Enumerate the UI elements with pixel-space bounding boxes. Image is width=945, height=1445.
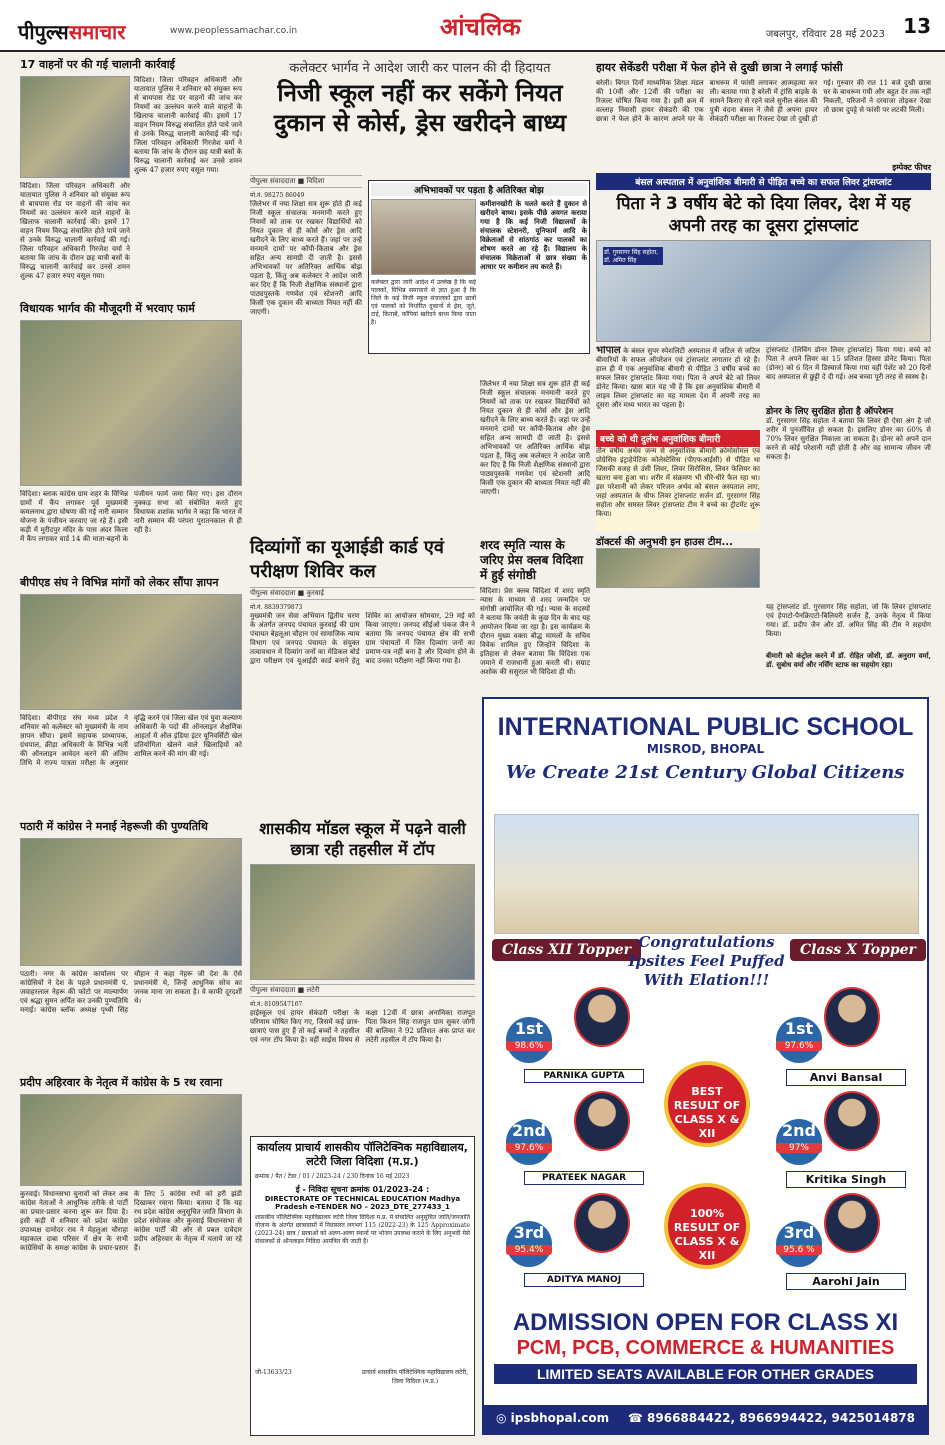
lead-story — [250, 58, 590, 138]
credit-text: बीमारी को कंट्रोल करने में डॉ. रोहित जोशी, डॉ. अनुराग वर्मा, डॉ. सुबोध वर्मा और नर्सिंग स्टाफ का सहयोग रहा। — [766, 651, 931, 669]
story-text: कुरवाई। विधानसभा चुनावों को लेकर अब कांग्रेस नेताओं ने आधुनिक तरीके से पार्टी का प्रचार-प्रसार करना शुरू कर दिया है। इसी कड़ी में शनिवार को प्रदेश कांग्रेस उपाध्यक्ष दामोदर राव ने मेहलुआ चौराहा महाकाल दाबा परिसर में क्षेत्र के सभी कांग्रेसियों के समक्ष कांग्रेस के प्रचार-प्रसार के लिए 5 कांग्रेस रथों को हरी झंडी दिखाकर रवाना किया। बताया दें कि यह रथ प्रदेश कांग्रेस अनुसूचित जाति विभाग के प्रदेश संयोजक और कुरवाई विधानसभा से कांग्रेस पार्टी की ओर से प्रबल दावेदार प्रदीप अहिरवार के नेतृत्व में चलाये जा रहे हैं। — [20, 1190, 242, 1252]
story-photo — [20, 594, 242, 710]
feature-label: इम्पेक्ट फीचर — [892, 163, 931, 172]
topper-photo — [574, 1193, 630, 1253]
feature-photo — [596, 240, 931, 342]
photo-caption: कलेक्टर द्वारा जारी आदेश में उल्लेख है कि कई पालकों, विभिन्न समाचारों से ज्ञात हुआ है कि जिले के कई निजी स्कूल संचालकों द्वारा छात्रों एवं पालकों को निर्धारित दुकानों से ड्रेस, जूते, टाई, किताबें, कॉपियां खरीदने बाध्य किया जाता है। — [371, 279, 477, 326]
team-photo — [596, 548, 760, 588]
lead-continuation — [480, 380, 590, 530]
team-headline: डॉक्टर्स की अनुभवी इन हाउस टीम... — [596, 537, 733, 548]
website-link[interactable]: ipsbhopal.com — [510, 1411, 610, 1425]
story-mobile: मो.नं. 8839379873 — [250, 604, 303, 611]
sub-headline: डोनर के लिए सुरक्षित होता है ऑपरेशन — [766, 407, 894, 417]
feature-place: भोपाल — [596, 346, 621, 356]
topper-photo — [824, 1193, 880, 1253]
lead-text: जिलेभर में नया शिक्षा सत्र शुरू होते ही कई निजी स्कूल संचालक मनमानी करते हुए नियमों को ताक पर रखकर विद्यार्थियों को नियत दुकान से ही कोर्स और ड्रेस आदि खरीदने के लिए बाध्य करते हैं। जहां पर उन्हें मनमाने दामों पर कॉपी-किताब और ड्रेस सहित अन्य सामग्री दी जाती है। इससे अभिभावकों पर अतिरिक्त आर्थिक बोझ पड़ता है, किंतु अब कलेक्टर ने आदेश जारी कर दिए हैं कि निजी शैक्षणिक संस्थानों द्वारा पाठ्यपुस्तकें गणवेश एवं स्टेशनरी आदि किसी एक दुकान की बाध्यता नियत नहीं की जाएगी। — [250, 200, 362, 316]
red-headline: बच्चे को थी दुर्लभ अनुवांशिक बीमारी — [596, 430, 760, 447]
story-headline: विधायक भार्गव की मौजूदगी में भरवाए फार्म — [20, 302, 195, 315]
story-headline: शासकीय मॉडल स्कूल में पढ़ने वाली छात्रा रही तहसील में टॉप — [259, 819, 466, 859]
masthead — [0, 0, 945, 52]
story-text: विदिशा। बीपीएड संघ मध्य प्रदेश ने शनिवार को कलेक्टर को मुख्यमंत्री के नाम ज्ञापन सौंपा। इसमें सहायक प्राध्यापक, ग्रंथपाल, क्रीड़ा अधिकारी के विभिन्न भर्ती की ऑनलाइन आवेदन करने की अंतिम तिथि में राज्य पात्रता परीक्षा के अनुसार वृद्धि करने एवं जिला खेल एवं युवा कल्याण अधिकारी के पदों की ऑनलाइन शैक्षणिक आहर्ता में ऑल इंडिया इंटर यूनिवर्सिटी खेल प्रतियोगिता खेलने वाले खिलाड़ियों को शामिल करने की मांग की गई। — [20, 714, 242, 767]
brand-right: समाचार — [68, 20, 126, 44]
rank-badge: 3rd 95.4% — [506, 1221, 552, 1267]
lead-byline: पीपुल्स संवाददाता ■ विदिशा — [250, 175, 362, 188]
sub-text: डॉ. गुरसागर सिंह सहोता ने बताया कि लिवर ही ऐसा अंग है जो शरीर में पुनर्जीवित हो सकता है। इसलिए डोनर का 60% से 70% लिवर सुरक्षित निकाला जा सकता है। डोनर को अपने दान करने से कोई परेशानी नहीं होती है और वह सामान्य जीवन जी सकता है। — [766, 417, 931, 461]
rank-badge: 2nd 97% — [776, 1119, 822, 1165]
story-text: पठारी। नगर के कांग्रेस कार्यालय पर कांग्रेसियों ने देश के पहले प्रधानमंत्री पं. जवाहरलाल नेहरू की फोटो पर माल्यार्पण एवं श्रद्धा सुमन अर्पित कर उनकी पुण्यतिथि मनाई। कांग्रेस ब्लॉक अध्यक्ष पृथ्वी सिंह चौहान ने कहा नेहरू जी देश के ऐसे प्रधानमंत्री थे, जिन्हें आधुनिक सोच का जनक माना जा सकता है। वे काफी दूरदर्शी थे। — [20, 970, 242, 1014]
notice-headline: कार्यालय प्राचार्य शासकीय पॉलिटेक्निक महाविद्यालय, लटेरी जिला विदिशा (म.प्र.) — [257, 1141, 468, 1168]
story-vehicle-challan — [20, 58, 242, 294]
site-url: www.peoplessamachar.co.in — [170, 26, 298, 36]
story-text-cont: विदिशा। जिला परिवहन अधिकारी और यातायात पुलिस ने शनिवार को संयुक्त रूप से बायपास रोड पर वाहनों की जांच कर नियमों का उल्लंघन करने वाले वाहनों के खिलाफ चालानी कार्रवाई की। इसमें 17 वाहन नियम विरुद्ध संचालित होते पाये जाने से उनके विरुद्ध चालानी कार्रवाई की गई। जिला परिवहन अधिकारी गिरजेश वर्मा ने बताया कि जांच के दौरान छह यात्री बसों के विरुद्ध चालानी कार्रवाई कर उनसे शमन शुल्क 47 हजार रुपए वसूल गया। — [134, 76, 242, 174]
class-xii-heading: Class XII Topper — [492, 939, 641, 961]
tender-notice — [250, 1136, 475, 1436]
campus-photo — [494, 814, 919, 934]
admission-streams: PCM, PCB, COMMERCE & HUMANITIES — [516, 1337, 895, 1359]
brand-logo — [18, 18, 125, 45]
impact-feature — [596, 162, 931, 681]
brand-left: पीपुल्स — [18, 20, 69, 44]
box-text: कमीशनखोरी के चलते करते हैं दुकान से खरीदने बाध्य। इसके पीछे अवगत कराया गया है कि कई निजी विद्यालयों के संचालक स्टेशनरी, यूनिफार्म आदि के विक्रेताओं से सांठगांठ कर पालकों का शोषण करते आ रहे हैं। विद्यालय के संचालक विक्रेताओं से छात्र संख्या के आधार पर कमीशन तय करते हैं। — [480, 199, 587, 271]
lead-text-cont: जिलेभर में नया शिक्षा सत्र शुरू होते ही कई निजी स्कूल संचालक मनमानी करते हुए नियमों को ताक पर रखकर विद्यार्थियों को नियत दुकान से ही कोर्स और ड्रेस आदि खरीदने के लिए बाध्य करते हैं। जहां पर उन्हें मनमाने दामों पर कॉपी-किताब और ड्रेस सहित अन्य सामग्री दी जाती है। इससे अभिभावकों पर अतिरिक्त आर्थिक बोझ पड़ता है, किंतु अब कलेक्टर ने आदेश जारी कर दिए हैं कि निजी शैक्षणिक संस्थानों द्वारा पाठ्यपुस्तकें गणवेश एवं स्टेशनरी आदि किसी एक दुकान की बाध्यता नियत नहीं की जाएगी। — [480, 380, 590, 496]
dateline: जबलपुर, रविवार 28 मई 2023 — [765, 29, 885, 40]
story-headline: प्रदीप अहिरवार के नेतृत्व में कांग्रेस के 5 रथ रवाना — [20, 1076, 223, 1089]
story-headline: 17 वाहनों पर की गई चालानी कार्रवाई — [20, 58, 175, 71]
notice-signature: प्राचार्य शासकीय पॉलिटेक्निक महाविद्यालय लटेरी, जिला विदिशा (म.प्र.) — [361, 1369, 469, 1385]
topper-name: Kritika Singh — [786, 1171, 906, 1188]
photo-label: डॉ. गुरसागर सिंह सहोता, डॉ. अमित सिंह — [603, 247, 663, 265]
phone-numbers — [628, 1411, 915, 1425]
feature-text-body: के बंसल सुपर स्पेशलिटी अस्पताल में जटिल से जटिल बीमारियों के सफल ऑपरेशन एवं ट्रांसप्लांट लगातार हो रहे हैं। हाल ही में एक अनुवांशिक बीमारी से पीड़ित 3 वर्षीय बच्चे का सफल लिवर ट्रांसप्लांट किया गया। पिता ने अपने बेटे को लिवर डोनेट किया। खास बात यह भी है कि इस अनुवांशिक बीमारी में लाइव लिवर ट्रांसप्लांट का यह मामला देश में अपनी तरह का दूसरा और मध्य भारत का पहला है। — [596, 347, 760, 409]
story-divyang-camp — [250, 536, 475, 802]
topper-photo — [574, 1091, 630, 1151]
notice-ref: क्रमांक / पैत / टेंडर / 01 / 2023-24 / 230 दिनांक 16 मई 2023 — [255, 1173, 410, 1180]
topper-name: PRATEEK NAGAR — [524, 1171, 644, 1185]
feature-strap: बंसल अस्पताल में अनुवांशिक बीमारी से पीड़ित बच्चे का सफल लिवर ट्रांसप्लांट — [596, 173, 931, 190]
story-photo — [20, 320, 242, 486]
section-title: आंचलिक — [440, 13, 521, 41]
ad-location: MISROD, BHOPAL — [646, 742, 765, 756]
story-headline: हायर सेकेंडरी परीक्षा में फेल होने से दुखी छात्रा ने लगाई फांसी — [596, 61, 843, 74]
rank-badge: 3rd 95.6 % — [776, 1221, 822, 1267]
story-text: मुख्यमंत्री जन सेवा अभियान द्वितीय चरण के अंतर्गत जनपद पंचायत कुरवाई की ग्राम पंचायत बेहलूआ चौहान एवं सामाजिक न्याय विभाग एवं जनपद पंचायत के संयुक्त तत्वावधान में दिव्यांग जनों का मेडिकल बोर्ड द्वारा परीक्षण एवं यूआईडी कार्ड बनाने हेतु शिविर का आयोजन सोमवार, 29 मई को किया जाएगा। जनपद सीईओ पंकज जैन ने बताया कि जनपद पंचायत क्षेत्र की सभी ग्राम पंचायतों में जिन दिव्यांग जनों का प्रमाण-पत्र नहीं बना है और दिव्यांग होने के बाद उनका परीक्षण नहीं किया गया है। — [250, 612, 475, 665]
notice-text: शासकीय पॉलिटेक्निक महाविद्यालय लटेरी जिला विदिशा म.प्र. मे संचालित अनुसूचित जाति/जनजाति योजना के अंतर्गत छात्रावासों में निवासरत लगभग 115 (2022-23) के 125 Approximate (2023-24) छात्र / छात्राओं को अलग-अलग स्थानों पर भोजन उपलब्ध कराने के लिए अनुभवी मेसे संचालकों से ऑनलाइन निविदा आमंत्रित की जाती है। — [255, 1214, 470, 1245]
boxed-item — [368, 180, 590, 354]
topper-photo — [574, 987, 630, 1047]
story-byline: पीपुल्स संवाददाता ■ लटेरी — [250, 984, 475, 997]
feature-text-b: ट्रांसप्लांट (लिविंग डोनर लिवर ट्रांसप्लांट) किया गया। बच्चे को पिता ने अपने लिवर का 15 प्रतिशत हिस्सा डोनेट किया। पिता (डोनर) को 6 दिन में डिस्चार्ज किया गया वहीं पेशेंट को 20 दिनों बाद अस्पताल से छुट्टी दे दी गई। अब बच्चा पूरी तरह से स्वस्थ है। — [766, 346, 931, 381]
phone-list: 8966884422, 8966994422, 9425014878 — [647, 1411, 915, 1425]
rank-badge: 2nd 97.6% — [506, 1119, 552, 1165]
story-text: विदिशा। ब्लाक कांग्रेस ग्राम शहर के विभिन्न ग्रामों में कैंप लगाकर पूर्व मुख्यमंत्री कमलनाथ द्वारा घोषणा की गई नारी सम्मान योजना के पंजीयन करवाए जा रहे हैं। इसी कड़ी में मुरीदपुर मंदिर के पास अंदर किला में कैंप लगाकर वार्ड 14 की माता-बहनों के पंजीयन फार्म जमा किए गए। इस दौरान नुक्कड़ सभा को संबोधित करते हुए विधायक शशांक भार्गव ने कहा कि भारत में नारी सम्मान की परंपरा पुरातनकाल से ही रही है। — [20, 490, 242, 543]
lead-box — [368, 180, 590, 354]
rank-badge: 1st 98.6% — [506, 1017, 552, 1063]
full-result-badge: 100% RESULT OF CLASS X & XII — [664, 1183, 750, 1269]
topper-name: Anvi Bansal — [786, 1069, 906, 1086]
admission-limited: LIMITED SEATS AVAILABLE FOR OTHER GRADES — [494, 1364, 917, 1384]
story-photo — [20, 1094, 242, 1186]
page-number: 13 — [903, 14, 931, 38]
story-byline: पीपुल्स संवाददाता ■ कुरवाई — [250, 587, 475, 600]
feature-headline: पिता ने 3 वर्षीय बेटे को दिया लिवर, देश में यह अपनी तरह का दूसरा ट्रांसप्लांट — [616, 194, 911, 236]
globe-icon: ◎ — [496, 1411, 507, 1425]
ad-tagline: We Create 21st Century Global Citizens — [506, 762, 905, 783]
story-student-suicide — [596, 60, 931, 157]
admission-block — [484, 1309, 927, 1388]
story-nehru-anniversary — [20, 820, 242, 1068]
notice-code: जी-13633/23 — [255, 1369, 292, 1376]
topper-name: ADITYA MANOJ — [524, 1273, 644, 1287]
story-model-school — [250, 818, 475, 1081]
school-advertisement — [482, 697, 929, 1435]
team-text: यह ट्रांसप्लांट डॉ. गुरसागर सिंह सहोता, जो कि लिवर ट्रांसप्लांट एवं हेपाटो-पैनक्रिएटो-बिलियरी सर्जन हैं, उनके नेतृत्व में किया गया। डॉ. प्रदीप जैन और डॉ. अमित सिंह की टीम ने सहयोग किया। — [766, 603, 931, 638]
admission-headline: ADMISSION OPEN FOR CLASS XI — [512, 1309, 899, 1336]
story-headline: बीपीएड संघ ने विभिन्न मांगों को लेकर सौंपा ज्ञापन — [20, 576, 219, 589]
story-photo — [20, 76, 130, 178]
story-text: बरेली। बिगत दिनों माध्यमिक शिक्षा मंडल की 10वीं और 12वीं की परीक्षा का रिजल्ट घोषित किया गया है। इसी क्रम में वल्लाह निवासी हायर सेकंडरी की एक छात्रा ने फेल होने के कारण अपने घर के बाथरूम में फांसी लगाकर आत्महत्या कर ली। बताया गया है बरेली में ट्रांसि बाड़के के सामने किराए से रहने वाले सुनील बंसल की पुत्री वंदना बंसल ने जैसे ही अपना हायर सेकंडरी परीक्षा का रिजल्ट देखा तो दुखी हो गई। गुरुवार की रात 11 बजे दुखी छात्रा घर के बाथरूम गयी और बहुत देर तक नहीं निकली, परिजनों ने दरवाजा तोड़कर देखा तो छात्रा दुपट्टे से फांसी पर लटकी मिली। — [596, 79, 931, 123]
lead-mobile: मो.नं. 98275 86049 — [250, 192, 305, 199]
red-text: तीन वर्षीय अर्थव जन्म से अनुवांशिक बीमारी क्रोमोसोमल एवं प्रोग्रेसिव इंट्राहेपेटिक कोलेस्टेसिस (पीएफआईसी) से पीड़ित था जिसकी वजह से उसी लिवर, लिवर सिरोसिस, लिवर फेलियर का खतरा बना हुआ था। शरीर में संक्रमण भी धीरे-धीरे फैल रहा था। इस परेशानी को लेकर परिजन अर्थव को बंसल अस्पताल लाए, जहां अस्पताल के चीफ लिवर ट्रांसप्लांट सर्जन डॉ. गुरसागर सिंह सहोता और समस्त लिवर ट्रांसप्लांट टीम ने बच्चे का ट्रीटमेंट शुरू किया। — [596, 447, 760, 531]
feature-text — [596, 346, 760, 430]
best-result-badge: BEST RESULT OF CLASS X & XII — [664, 1061, 750, 1147]
story-text: हाईस्कूल एवं हायर सेकंडरी परीक्षा के परिणाम घोषित किए गए, जिसमें कई छात्र-छात्राएं पास हुए हैं तो कई बच्चों ने तहसील एवं नगर टॉप किया है। वहीं साईस विषय से कक्षा 12वीं में छात्रा अनामिका राजपूत पिता किशन सिंह राजपूत ग्राम सुकर जोगी की बालिका ने 92 प्रतिशत अंक प्राप्त कर लटेरी तहसील में टॉप किया है। — [250, 1009, 475, 1044]
box-headline: अभिभावकों पर पड़ता है अतिरिक्त बोझ — [371, 183, 587, 196]
notice-title: ई - निविदा सूचना क्रमांक 01/2023-24 : — [295, 1185, 430, 1194]
lead-text-col — [250, 172, 362, 500]
ad-school-name: INTERNATIONAL PUBLIC SCHOOL — [497, 713, 914, 741]
story-press-club — [480, 538, 590, 697]
story-headline: शरद स्मृति न्यास के जरिए प्रेस क्लब विदिशा में हुई संगोष्ठी — [480, 538, 584, 582]
collector-photo — [371, 199, 476, 275]
story-headline: पठारी में कांग्रेस ने मनाई नेहरूजी की पुण्यतिथि — [20, 820, 208, 833]
story-text: विदिशा। जिला परिवहन अधिकारी और यातायात पुलिस ने शनिवार को संयुक्त रूप से बायपास रोड पर वाहनों की जांच कर नियमों का उल्लंघन करने वाले वाहनों के खिलाफ चालानी कार्रवाई की। इसमें 17 वाहन नियम विरुद्ध संचालित होते पाये जाने से उनके विरुद्ध चालानी कार्रवाई की गई। जिला परिवहन अधिकारी गिरजेश वर्मा ने बताया कि जांच के दौरान छह यात्री बसों के विरुद्ध चालानी कार्रवाई कर उनसे शमन शुल्क 47 हजार रुपए वसूल गया। — [20, 182, 130, 280]
story-bped-memo — [20, 576, 242, 812]
topper-name: Aarohi Jain — [786, 1273, 906, 1290]
notice-subtitle: DIRECTORATE OF TECHNICAL EDUCATION Madhya Pradesh e-TENDER NO – 2023_DTE_277433_1 — [264, 1195, 461, 1211]
topper-photo — [824, 1091, 880, 1151]
contact-bar — [484, 1405, 927, 1433]
column-center — [250, 58, 567, 138]
story-headline: दिव्यांगों का यूआईडी कार्ड एवं परीक्षण शिविर कल — [250, 537, 444, 582]
phone-icon: ☎ — [627, 1411, 643, 1425]
story-photo — [250, 864, 475, 980]
lead-kicker: कलेक्टर भार्गव ने आदेश जारी कर पालन की दी हिदायत — [289, 61, 551, 76]
topper-name: PARNIKA GUPTA — [524, 1069, 644, 1083]
topper-photo — [824, 987, 880, 1047]
class-x-heading: Class X Topper — [790, 939, 926, 961]
lead-headline: निजी स्कूल नहीं कर सकेंगे नियत दुकान से कोर्स, ड्रेस खरीदने बाध्य — [273, 79, 567, 137]
rank-badge: 1st 97.6% — [776, 1017, 822, 1063]
column-left — [20, 58, 242, 1390]
story-text: विदिशा। प्रेस क्लब विदिशा में शरद स्मृति न्यास के माध्यम से शरद जन्मदिन पर संगोष्ठी आयोजित की गई। न्यास के सदस्यों ने बताया कि जयंती के कुछ दिन के बाद यह आयोजन किया जा रहा है। इस कार्यक्रम के दौरान मुख्य वक्ता बौद्ध मामलों के सचिव विवेक शामिल हुए जिन्होंने विदिशा के इतिहास से लेकर बताया कि विदिशा एक जमाने में राजधानी हुआ करती थी। सम्राट अशोक की ससुराल भी विदिशा ही थी। — [480, 587, 590, 676]
story-congress-raths — [20, 1076, 242, 1382]
congrats-text: Congratulations Ipsites Feel Puffed With Elation!!! — [628, 933, 785, 989]
story-photo — [20, 838, 242, 966]
story-mla-forms — [20, 302, 242, 568]
story-mobile: मो.नं. 8109547167 — [250, 1001, 303, 1008]
